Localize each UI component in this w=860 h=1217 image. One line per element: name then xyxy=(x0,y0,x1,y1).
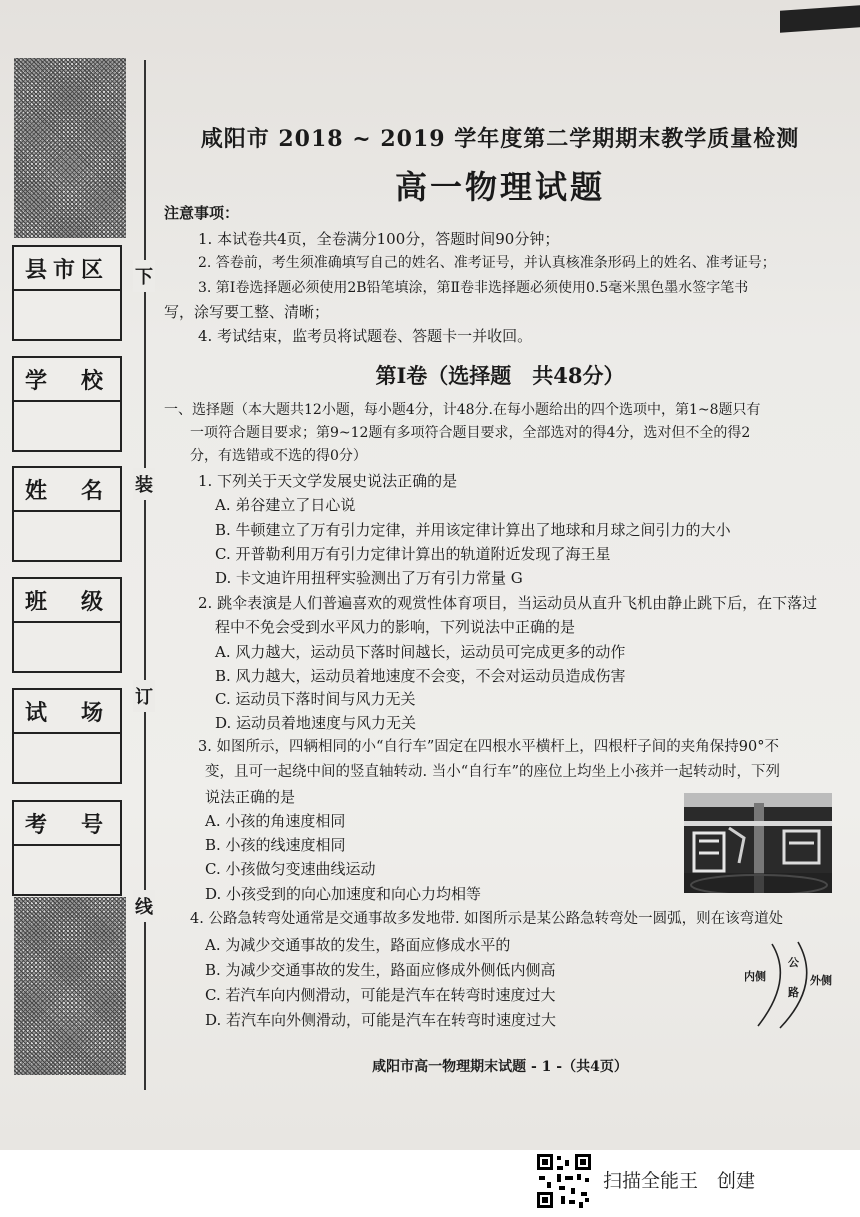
field-name xyxy=(12,466,122,562)
section-intro: 分，有选错或不选的得0分） xyxy=(190,448,367,464)
question-stem: 4. 公路急转弯处通常是交通事故多发地带. 如图所示是某公路急转弯处一圆弧，则在该弯道处 xyxy=(190,911,784,927)
option: B. 风力越大，运动员着地速度不会变，不会对运动员造成伤害 xyxy=(215,667,626,685)
binding-char-ding: 订 xyxy=(133,680,155,712)
field-exam-room xyxy=(12,688,122,784)
question-stem: 1. 下列关于天文学发展史说法正确的是 xyxy=(198,472,458,490)
field-school xyxy=(12,356,122,452)
field-exam-number xyxy=(12,800,122,896)
road-label-outer: 外侧 xyxy=(810,974,832,987)
field-blank[interactable] xyxy=(14,291,120,339)
note-item: 写，涂写要工整、清晰； xyxy=(164,303,330,321)
option: D. 小孩受到的向心加速度和向心力均相等 xyxy=(205,885,482,903)
option: D. 若汽车向外侧滑动，可能是汽车在转弯时速度过大 xyxy=(205,1011,557,1029)
section-title: 第Ⅰ卷（选择题 共48分） xyxy=(375,363,625,388)
scanner-watermark: 扫描全能王 创建 xyxy=(603,1170,756,1192)
security-pattern-top xyxy=(14,58,126,238)
binding-char-xian: 线 xyxy=(133,890,155,922)
field-blank[interactable] xyxy=(14,512,120,560)
field-blank[interactable] xyxy=(14,402,120,450)
road-label-road2: 路 xyxy=(788,986,799,999)
question-stem: 说法正确的是 xyxy=(205,788,296,806)
option: A. 小孩的角速度相同 xyxy=(205,812,346,830)
section-intro: 一项符合题目要求；第9~12题有多项符合题目要求，全部选对的得4分，选对但不全的得2 xyxy=(190,425,751,441)
note-item: 2. 答卷前，考生须准确填写自己的姓名、准考证号，并认真核准条形码上的姓名、准考证号； xyxy=(198,255,776,271)
road-label-road1: 公 xyxy=(788,956,799,969)
notes-heading: 注意事项： xyxy=(164,204,240,222)
option: B. 小孩的线速度相同 xyxy=(205,836,346,854)
field-label: 姓 名 xyxy=(14,468,120,512)
security-pattern-bottom xyxy=(14,897,126,1075)
subject-title: 高一物理试题 xyxy=(394,168,605,206)
field-label: 学 校 xyxy=(14,358,120,402)
bicycle-carousel-photo xyxy=(684,793,832,893)
option: D. 运动员着地速度与风力无关 xyxy=(215,714,417,732)
field-county xyxy=(12,245,122,341)
field-blank[interactable] xyxy=(14,734,120,782)
qr-code-icon xyxy=(535,1152,593,1210)
note-item: 1. 本试卷共4页，全卷满分100分，答题时间90分钟； xyxy=(198,230,560,248)
note-item: 4. 考试结束，监考员将试题卷、答题卡一并收回。 xyxy=(198,327,533,345)
option: A. 风力越大，运动员下落时间越长，运动员可完成更多的动作 xyxy=(215,643,626,661)
option: B. 为减少交通事故的发生，路面应修成外侧低内侧高 xyxy=(205,961,556,979)
note-item: 3. 第Ⅰ卷选择题必须使用2B铅笔填涂，第Ⅱ卷非选择题必须使用0.5毫米黑色墨水签字笔书 xyxy=(198,280,749,296)
option: C. 小孩做匀变速曲线运动 xyxy=(205,860,376,878)
option: C. 若汽车向内侧滑动，可能是汽车在转弯时速度过大 xyxy=(205,986,556,1004)
question-stem: 3. 如图所示，四辆相同的小“自行车”固定在四根水平横杆上，四根杆子间的夹角保持90°不 xyxy=(198,739,779,755)
question-stem: 程中不免会受到水平风力的影响，下列说法中正确的是 xyxy=(215,618,576,636)
field-label: 班 级 xyxy=(14,579,120,623)
road-label-inner: 内侧 xyxy=(744,970,766,983)
field-label: 考 号 xyxy=(14,802,120,846)
option: D. 卡文迪许用扭秤实验测出了万有引力常量 G xyxy=(215,569,523,587)
road-curve-diagram xyxy=(744,940,840,1030)
option: C. 开普勒利用万有引力定律计算出的轨道附近发现了海王星 xyxy=(215,545,611,563)
option: C. 运动员下落时间与风力无关 xyxy=(215,690,416,708)
binding-line xyxy=(144,60,146,1090)
scan-edge-shadow xyxy=(780,5,860,33)
section-intro: 一、选择题（本大题共12小题，每小题4分，计48分.在每小题给出的四个选项中，第1~8题只有 xyxy=(164,402,761,418)
option: B. 牛顿建立了万有引力定律，并用该定律计算出了地球和月球之间引力的大小 xyxy=(215,521,731,539)
field-label: 县市区 xyxy=(14,247,120,291)
page-footer: 咸阳市高一物理期末试题 - 1 -（共4页） xyxy=(372,1059,628,1075)
field-class xyxy=(12,577,122,673)
question-stem: 2. 跳伞表演是人们普遍喜欢的观赏性体育项目，当运动员从直升飞机由静止跳下后，在下落过 xyxy=(198,594,818,612)
binding-char-zhuang: 装 xyxy=(133,468,155,500)
question-stem: 变，且可一起绕中间的竖直轴转动. 当小“自行车”的座位上均坐上小孩并一起转动时，下列 xyxy=(205,764,781,780)
binding-char-xia: 下 xyxy=(133,260,155,292)
option: A. 弟谷建立了日心说 xyxy=(215,496,356,514)
field-label: 试 场 xyxy=(14,690,120,734)
field-blank[interactable] xyxy=(14,623,120,671)
exam-title: 咸阳市 2018 ~ 2019 学年度第二学期期末教学质量检测 xyxy=(200,126,800,152)
field-blank[interactable] xyxy=(14,846,120,894)
option: A. 为减少交通事故的发生，路面应修成水平的 xyxy=(205,936,511,954)
